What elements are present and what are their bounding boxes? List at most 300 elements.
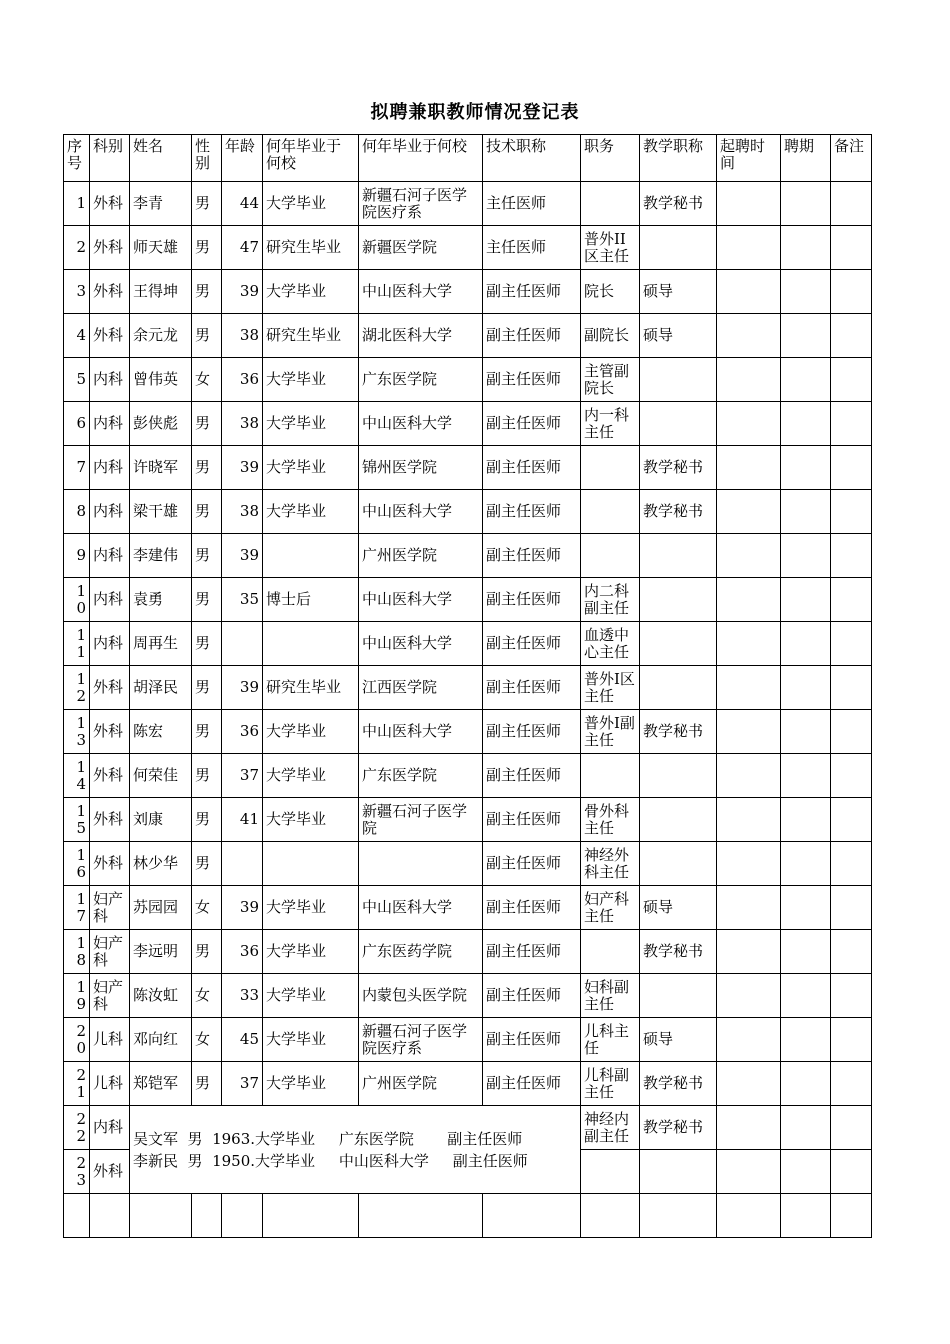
empty-cell xyxy=(263,1194,359,1238)
header-cell: 何年毕业于何校 xyxy=(263,135,359,182)
sex-cell: 男 xyxy=(192,798,222,842)
teaching-title-cell xyxy=(640,798,717,842)
remark-cell xyxy=(831,710,872,754)
age-cell: 35 xyxy=(222,578,263,622)
duty-cell: 妇产科主任 xyxy=(581,886,640,930)
graduation-cell: 研究生毕业 xyxy=(263,226,359,270)
sex-cell: 男 xyxy=(192,490,222,534)
duty-cell: 骨外科主任 xyxy=(581,798,640,842)
row-number: 6 xyxy=(64,402,90,446)
remark-cell xyxy=(831,446,872,490)
term-cell xyxy=(781,622,831,666)
duty-cell: 血透中心主任 xyxy=(581,622,640,666)
start-date-cell xyxy=(717,402,781,446)
header-cell: 序号 xyxy=(64,135,90,182)
duty-cell: 妇科副主任 xyxy=(581,974,640,1018)
title-cell: 副主任医师 xyxy=(483,886,581,930)
school-cell: 新疆医学院 xyxy=(359,226,483,270)
duty-cell: 神经外科主任 xyxy=(581,842,640,886)
table-row xyxy=(64,402,872,446)
row-number: 22 xyxy=(64,1106,90,1150)
remark-cell xyxy=(831,270,872,314)
duty-cell: 儿科主任 xyxy=(581,1018,640,1062)
title-cell: 副主任医师 xyxy=(483,930,581,974)
sex-cell: 男 xyxy=(192,226,222,270)
teaching-title-cell xyxy=(640,974,717,1018)
empty-cell xyxy=(640,1194,717,1238)
row-number: 12 xyxy=(64,666,90,710)
remark-cell xyxy=(831,798,872,842)
teaching-title-cell xyxy=(640,534,717,578)
department-cell: 内科 xyxy=(90,358,130,402)
row-number: 2 xyxy=(64,226,90,270)
teaching-title-cell: 教学秘书 xyxy=(640,182,717,226)
age-cell: 39 xyxy=(222,886,263,930)
sex-cell: 男 xyxy=(192,930,222,974)
row-number: 23 xyxy=(64,1150,90,1194)
title-cell: 副主任医师 xyxy=(483,402,581,446)
empty-cell xyxy=(64,1194,90,1238)
start-date-cell xyxy=(717,974,781,1018)
duty-cell: 内二科副主任 xyxy=(581,578,640,622)
start-date-cell xyxy=(717,622,781,666)
start-date-cell xyxy=(717,666,781,710)
graduation-cell: 大学毕业 xyxy=(263,358,359,402)
remark-cell xyxy=(831,930,872,974)
name-cell: 彭侠彪 xyxy=(130,402,192,446)
sex-cell: 男 xyxy=(192,754,222,798)
table-row xyxy=(64,666,872,710)
age-cell: 37 xyxy=(222,1062,263,1106)
department-cell: 妇产科 xyxy=(90,886,130,930)
graduation-cell: 大学毕业 xyxy=(263,490,359,534)
sex-cell: 女 xyxy=(192,1018,222,1062)
name-cell: 梁干雄 xyxy=(130,490,192,534)
table-row xyxy=(64,270,872,314)
school-cell: 新疆石河子医学院医疗系 xyxy=(359,1018,483,1062)
table-row xyxy=(64,886,872,930)
term-cell xyxy=(781,490,831,534)
term-cell xyxy=(781,402,831,446)
teaching-title-cell xyxy=(640,842,717,886)
remark-cell xyxy=(831,842,872,886)
header-cell: 何年毕业于何校 xyxy=(359,135,483,182)
school-cell: 广州医学院 xyxy=(359,534,483,578)
title-cell: 副主任医师 xyxy=(483,578,581,622)
graduation-cell: 大学毕业 xyxy=(263,886,359,930)
age-cell: 37 xyxy=(222,754,263,798)
term-cell xyxy=(781,446,831,490)
start-date-cell xyxy=(717,1018,781,1062)
school-cell: 新疆石河子医学院医疗系 xyxy=(359,182,483,226)
duty-cell xyxy=(581,446,640,490)
department-cell: 外科 xyxy=(90,710,130,754)
table-row xyxy=(64,314,872,358)
school-cell: 广东医学院 xyxy=(359,358,483,402)
table-row xyxy=(64,798,872,842)
name-cell: 李青 xyxy=(130,182,192,226)
row-number: 19 xyxy=(64,974,90,1018)
row-number: 7 xyxy=(64,446,90,490)
page-title: 拟聘兼职教师情况登记表 xyxy=(370,102,580,123)
header-cell: 性别 xyxy=(192,135,222,182)
duty-cell: 普外I副主任 xyxy=(581,710,640,754)
term-cell xyxy=(781,1062,831,1106)
start-date-cell xyxy=(717,314,781,358)
age-cell xyxy=(222,842,263,886)
row-number: 20 xyxy=(64,1018,90,1062)
header-cell: 科别 xyxy=(90,135,130,182)
school-cell: 中山医科大学 xyxy=(359,578,483,622)
sex-cell: 女 xyxy=(192,886,222,930)
graduation-cell: 大学毕业 xyxy=(263,402,359,446)
title-cell: 副主任医师 xyxy=(483,446,581,490)
title-cell: 副主任医师 xyxy=(483,270,581,314)
start-date-cell xyxy=(717,1106,781,1150)
header-cell: 备注 xyxy=(831,135,872,182)
start-date-cell xyxy=(717,1150,781,1194)
school-cell: 广东医学院 xyxy=(359,754,483,798)
name-cell: 陈宏 xyxy=(130,710,192,754)
row-number: 18 xyxy=(64,930,90,974)
empty-cell xyxy=(192,1194,222,1238)
graduation-cell: 大学毕业 xyxy=(263,446,359,490)
title-cell: 副主任医师 xyxy=(483,798,581,842)
title-cell: 副主任医师 xyxy=(483,1018,581,1062)
term-cell xyxy=(781,578,831,622)
table-row xyxy=(64,1018,872,1062)
title-cell: 副主任医师 xyxy=(483,666,581,710)
age-cell: 33 xyxy=(222,974,263,1018)
graduation-cell: 大学毕业 xyxy=(263,270,359,314)
sex-cell: 男 xyxy=(192,534,222,578)
school-cell: 中山医科大学 xyxy=(359,402,483,446)
school-cell: 新疆石河子医学院 xyxy=(359,798,483,842)
start-date-cell xyxy=(717,490,781,534)
empty-cell xyxy=(90,1194,130,1238)
duty-cell xyxy=(581,182,640,226)
table-row xyxy=(64,1062,872,1106)
title-cell: 副主任医师 xyxy=(483,842,581,886)
term-cell xyxy=(781,930,831,974)
name-cell: 余元龙 xyxy=(130,314,192,358)
row-number: 21 xyxy=(64,1062,90,1106)
empty-row xyxy=(64,1194,872,1238)
teaching-title-cell xyxy=(640,754,717,798)
header-cell: 聘期 xyxy=(781,135,831,182)
term-cell xyxy=(781,1106,831,1150)
duty-cell xyxy=(581,754,640,798)
start-date-cell xyxy=(717,842,781,886)
table-row xyxy=(64,930,872,974)
table-row xyxy=(64,534,872,578)
row-number: 16 xyxy=(64,842,90,886)
remark-cell xyxy=(831,358,872,402)
sex-cell: 男 xyxy=(192,710,222,754)
start-date-cell xyxy=(717,534,781,578)
header-cell: 起聘时间 xyxy=(717,135,781,182)
duty-cell: 神经内副主任 xyxy=(581,1106,640,1150)
start-date-cell xyxy=(717,182,781,226)
duty-cell xyxy=(581,490,640,534)
department-cell: 妇产科 xyxy=(90,974,130,1018)
age-cell: 38 xyxy=(222,490,263,534)
empty-cell xyxy=(581,1194,640,1238)
graduation-cell: 大学毕业 xyxy=(263,798,359,842)
remark-cell xyxy=(831,1062,872,1106)
row-number: 4 xyxy=(64,314,90,358)
name-cell: 袁勇 xyxy=(130,578,192,622)
registration-table xyxy=(63,134,872,1238)
duty-cell xyxy=(581,930,640,974)
school-cell: 内蒙包头医学院 xyxy=(359,974,483,1018)
school-cell: 锦州医学院 xyxy=(359,446,483,490)
empty-cell xyxy=(831,1194,872,1238)
name-cell: 陈汝虹 xyxy=(130,974,192,1018)
header-cell: 姓名 xyxy=(130,135,192,182)
title-cell: 副主任医师 xyxy=(483,710,581,754)
duty-cell: 院长 xyxy=(581,270,640,314)
header-cell: 技术职称 xyxy=(483,135,581,182)
age-cell: 39 xyxy=(222,270,263,314)
table-row xyxy=(64,358,872,402)
age-cell: 47 xyxy=(222,226,263,270)
duty-cell xyxy=(581,1150,640,1194)
title-cell: 副主任医师 xyxy=(483,534,581,578)
term-cell xyxy=(781,842,831,886)
teaching-title-cell: 教学秘书 xyxy=(640,930,717,974)
remark-cell xyxy=(831,886,872,930)
age-cell: 36 xyxy=(222,930,263,974)
sex-cell: 男 xyxy=(192,1062,222,1106)
row-number: 15 xyxy=(64,798,90,842)
title-cell: 副主任医师 xyxy=(483,358,581,402)
age-cell: 38 xyxy=(222,402,263,446)
remark-cell xyxy=(831,226,872,270)
header-cell: 教学职称 xyxy=(640,135,717,182)
school-cell: 江西医学院 xyxy=(359,666,483,710)
department-cell: 外科 xyxy=(90,754,130,798)
name-cell: 曾伟英 xyxy=(130,358,192,402)
graduation-cell: 大学毕业 xyxy=(263,182,359,226)
teaching-title-cell xyxy=(640,226,717,270)
header-row xyxy=(64,135,872,182)
term-cell xyxy=(781,710,831,754)
teaching-title-cell xyxy=(640,358,717,402)
duty-cell: 普外II区主任 xyxy=(581,226,640,270)
term-cell xyxy=(781,1150,831,1194)
department-cell: 内科 xyxy=(90,490,130,534)
name-cell: 李远明 xyxy=(130,930,192,974)
school-cell: 中山医科大学 xyxy=(359,270,483,314)
title-cell: 副主任医师 xyxy=(483,974,581,1018)
graduation-cell: 博士后 xyxy=(263,578,359,622)
remark-cell xyxy=(831,314,872,358)
empty-cell xyxy=(130,1194,192,1238)
department-cell: 内科 xyxy=(90,446,130,490)
department-cell: 内科 xyxy=(90,578,130,622)
age-cell xyxy=(222,622,263,666)
sex-cell: 男 xyxy=(192,182,222,226)
sex-cell: 男 xyxy=(192,622,222,666)
table-row xyxy=(64,490,872,534)
start-date-cell xyxy=(717,446,781,490)
row-number: 13 xyxy=(64,710,90,754)
term-cell xyxy=(781,798,831,842)
start-date-cell xyxy=(717,710,781,754)
department-cell: 外科 xyxy=(90,798,130,842)
school-cell: 中山医科大学 xyxy=(359,490,483,534)
row-number: 9 xyxy=(64,534,90,578)
department-cell: 外科 xyxy=(90,666,130,710)
school-cell: 广州医学院 xyxy=(359,1062,483,1106)
table-row xyxy=(64,182,872,226)
remark-cell xyxy=(831,666,872,710)
row-number: 1 xyxy=(64,182,90,226)
header-cell: 职务 xyxy=(581,135,640,182)
name-cell: 胡泽民 xyxy=(130,666,192,710)
age-cell: 39 xyxy=(222,534,263,578)
remark-cell xyxy=(831,534,872,578)
name-cell: 刘康 xyxy=(130,798,192,842)
school-cell: 广东医药学院 xyxy=(359,930,483,974)
graduation-cell: 大学毕业 xyxy=(263,1018,359,1062)
remark-cell xyxy=(831,1150,872,1194)
age-cell: 45 xyxy=(222,1018,263,1062)
table-row xyxy=(64,842,872,886)
sex-cell: 男 xyxy=(192,270,222,314)
row-number: 14 xyxy=(64,754,90,798)
remark-cell xyxy=(831,578,872,622)
school-cell: 中山医科大学 xyxy=(359,886,483,930)
title-cell: 副主任医师 xyxy=(483,754,581,798)
remark-cell xyxy=(831,1018,872,1062)
graduation-cell xyxy=(263,622,359,666)
graduation-cell: 研究生毕业 xyxy=(263,314,359,358)
department-cell: 外科 xyxy=(90,226,130,270)
empty-cell xyxy=(781,1194,831,1238)
empty-cell xyxy=(483,1194,581,1238)
duty-cell: 主管副院长 xyxy=(581,358,640,402)
title-cell: 主任医师 xyxy=(483,182,581,226)
start-date-cell xyxy=(717,1062,781,1106)
title-cell: 副主任医师 xyxy=(483,622,581,666)
teaching-title-cell xyxy=(640,578,717,622)
title-cell: 副主任医师 xyxy=(483,490,581,534)
sex-cell: 男 xyxy=(192,666,222,710)
empty-cell xyxy=(717,1194,781,1238)
table-row xyxy=(64,710,872,754)
term-cell xyxy=(781,314,831,358)
term-cell xyxy=(781,358,831,402)
sex-cell: 男 xyxy=(192,842,222,886)
empty-cell xyxy=(359,1194,483,1238)
title-cell: 副主任医师 xyxy=(483,314,581,358)
teaching-title-cell: 教学秘书 xyxy=(640,446,717,490)
department-cell: 外科 xyxy=(90,1150,130,1194)
department-cell: 外科 xyxy=(90,182,130,226)
merged-entry-cell xyxy=(130,1106,581,1194)
duty-cell: 副院长 xyxy=(581,314,640,358)
duty-cell: 普外I区主任 xyxy=(581,666,640,710)
name-cell: 邓向红 xyxy=(130,1018,192,1062)
term-cell xyxy=(781,754,831,798)
row-number: 17 xyxy=(64,886,90,930)
term-cell xyxy=(781,1018,831,1062)
sex-cell: 男 xyxy=(192,578,222,622)
graduation-cell: 大学毕业 xyxy=(263,754,359,798)
age-cell: 36 xyxy=(222,710,263,754)
term-cell xyxy=(781,666,831,710)
age-cell: 39 xyxy=(222,666,263,710)
age-cell: 36 xyxy=(222,358,263,402)
start-date-cell xyxy=(717,226,781,270)
remark-cell xyxy=(831,402,872,446)
remark-cell xyxy=(831,974,872,1018)
table-row xyxy=(64,578,872,622)
start-date-cell xyxy=(717,930,781,974)
graduation-cell xyxy=(263,842,359,886)
title-cell: 副主任医师 xyxy=(483,1062,581,1106)
teaching-title-cell xyxy=(640,402,717,446)
school-cell: 中山医科大学 xyxy=(359,710,483,754)
teaching-title-cell xyxy=(640,1150,717,1194)
sex-cell: 男 xyxy=(192,314,222,358)
start-date-cell xyxy=(717,886,781,930)
term-cell xyxy=(781,226,831,270)
age-cell: 39 xyxy=(222,446,263,490)
remark-cell xyxy=(831,622,872,666)
name-cell: 周再生 xyxy=(130,622,192,666)
name-cell: 师天雄 xyxy=(130,226,192,270)
row-number: 10 xyxy=(64,578,90,622)
graduation-cell: 大学毕业 xyxy=(263,1062,359,1106)
age-cell: 38 xyxy=(222,314,263,358)
age-cell: 41 xyxy=(222,798,263,842)
table-row xyxy=(64,974,872,1018)
start-date-cell xyxy=(717,358,781,402)
start-date-cell xyxy=(717,270,781,314)
teaching-title-cell: 硕导 xyxy=(640,270,717,314)
teaching-title-cell: 教学秘书 xyxy=(640,1106,717,1150)
name-cell: 何荣佳 xyxy=(130,754,192,798)
teaching-title-cell: 硕导 xyxy=(640,1018,717,1062)
graduation-cell xyxy=(263,534,359,578)
term-cell xyxy=(781,974,831,1018)
sex-cell: 女 xyxy=(192,358,222,402)
start-date-cell xyxy=(717,578,781,622)
department-cell: 外科 xyxy=(90,842,130,886)
header-cell: 年龄 xyxy=(222,135,263,182)
school-cell: 湖北医科大学 xyxy=(359,314,483,358)
department-cell: 妇产科 xyxy=(90,930,130,974)
row-number: 8 xyxy=(64,490,90,534)
duty-cell: 内一科主任 xyxy=(581,402,640,446)
row-number: 5 xyxy=(64,358,90,402)
graduation-cell: 大学毕业 xyxy=(263,930,359,974)
term-cell xyxy=(781,534,831,578)
sex-cell: 男 xyxy=(192,402,222,446)
teaching-title-cell: 教学秘书 xyxy=(640,490,717,534)
sex-cell: 男 xyxy=(192,446,222,490)
department-cell: 内科 xyxy=(90,534,130,578)
teaching-title-cell: 硕导 xyxy=(640,886,717,930)
department-cell: 内科 xyxy=(90,622,130,666)
duty-cell xyxy=(581,534,640,578)
term-cell xyxy=(781,270,831,314)
name-cell: 林少华 xyxy=(130,842,192,886)
start-date-cell xyxy=(717,798,781,842)
